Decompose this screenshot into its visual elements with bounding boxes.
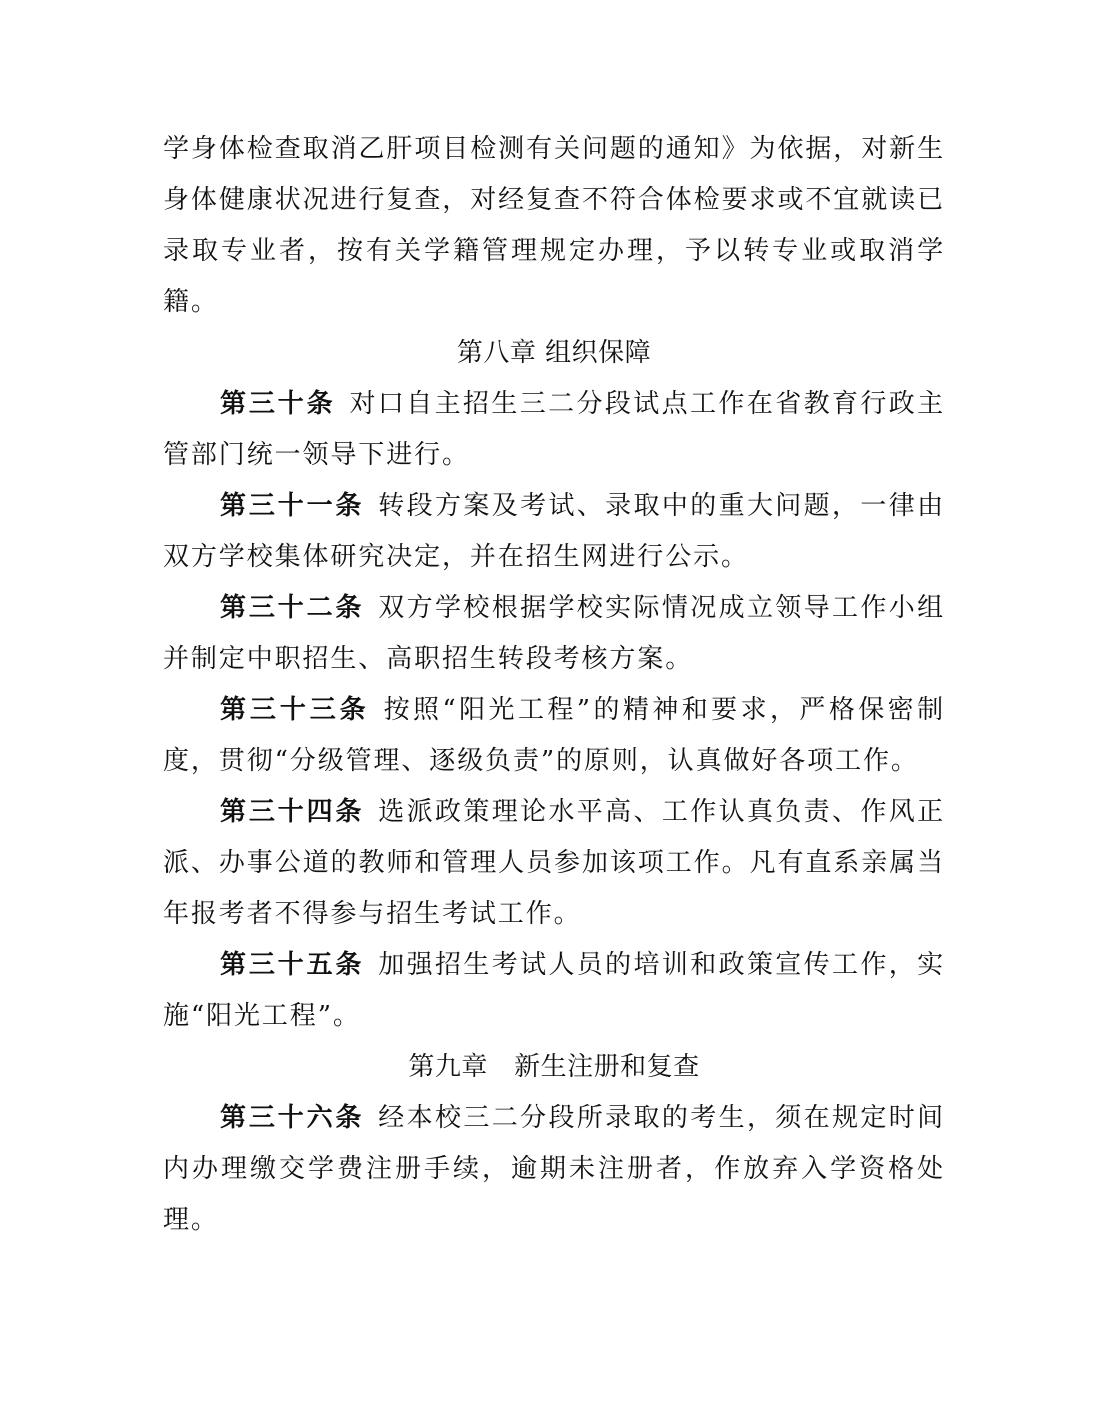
article-label: 第三十一条 <box>220 491 365 521</box>
article-text: 对口自主招生三二分段试点工作在省教育行政主管部门统一领导下进行。 <box>163 389 945 470</box>
article-text: 双方学校根据学校实际情况成立领导工作小组并制定中职招生、高职招生转段考核方案。 <box>163 593 945 674</box>
article-label: 第三十四条 <box>220 797 365 827</box>
chapter-8-title: 第八章 组织保障 <box>456 338 652 368</box>
article-text: 加强招生考试人员的培训和政策宣传工作，实施“阳光工程”。 <box>163 950 945 1031</box>
article-text: 转段方案及考试、录取中的重大问题，一律由双方学校集体研究决定，并在招生网进行公示。 <box>163 491 945 572</box>
article-32 <box>163 583 945 685</box>
article-label: 第三十三条 <box>220 695 370 725</box>
article-text: 经本校三二分段所录取的考生，须在规定时间内办理缴交学费注册手续，逾期未注册者，作放弃入学资格处理。 <box>163 1103 945 1235</box>
article-36 <box>163 1093 945 1246</box>
document-page <box>163 124 945 1246</box>
article-35 <box>163 940 945 1042</box>
article-label: 第三十六条 <box>220 1103 365 1133</box>
article-text: 按照“阳光工程”的精神和要求，严格保密制度，贯彻“分级管理、逐级负责”的原则，认真做好各项工作。 <box>163 695 945 776</box>
article-30 <box>163 379 945 481</box>
article-34 <box>163 787 945 940</box>
article-label: 第三十五条 <box>220 950 365 980</box>
chapter-9-title: 第九章 新生注册和复查 <box>408 1052 700 1082</box>
article-label: 第三十条 <box>220 389 336 419</box>
article-33 <box>163 685 945 787</box>
article-text: 选派政策理论水平高、工作认真负责、作风正派、办事公道的教师和管理人员参加该项工作。凡有直系亲属当年报考者不得参与招生考试工作。 <box>163 797 945 929</box>
article-31 <box>163 481 945 583</box>
article-label: 第三十二条 <box>220 593 365 623</box>
continuation-paragraph: 学身体检查取消乙肝项目检测有关问题的通知》为依据，对新生身体健康状况进行复查，对经复查不符合体检要求或不宜就读已录取专业者，按有关学籍管理规定办理，予以转专业或取消学籍。 <box>163 134 945 317</box>
